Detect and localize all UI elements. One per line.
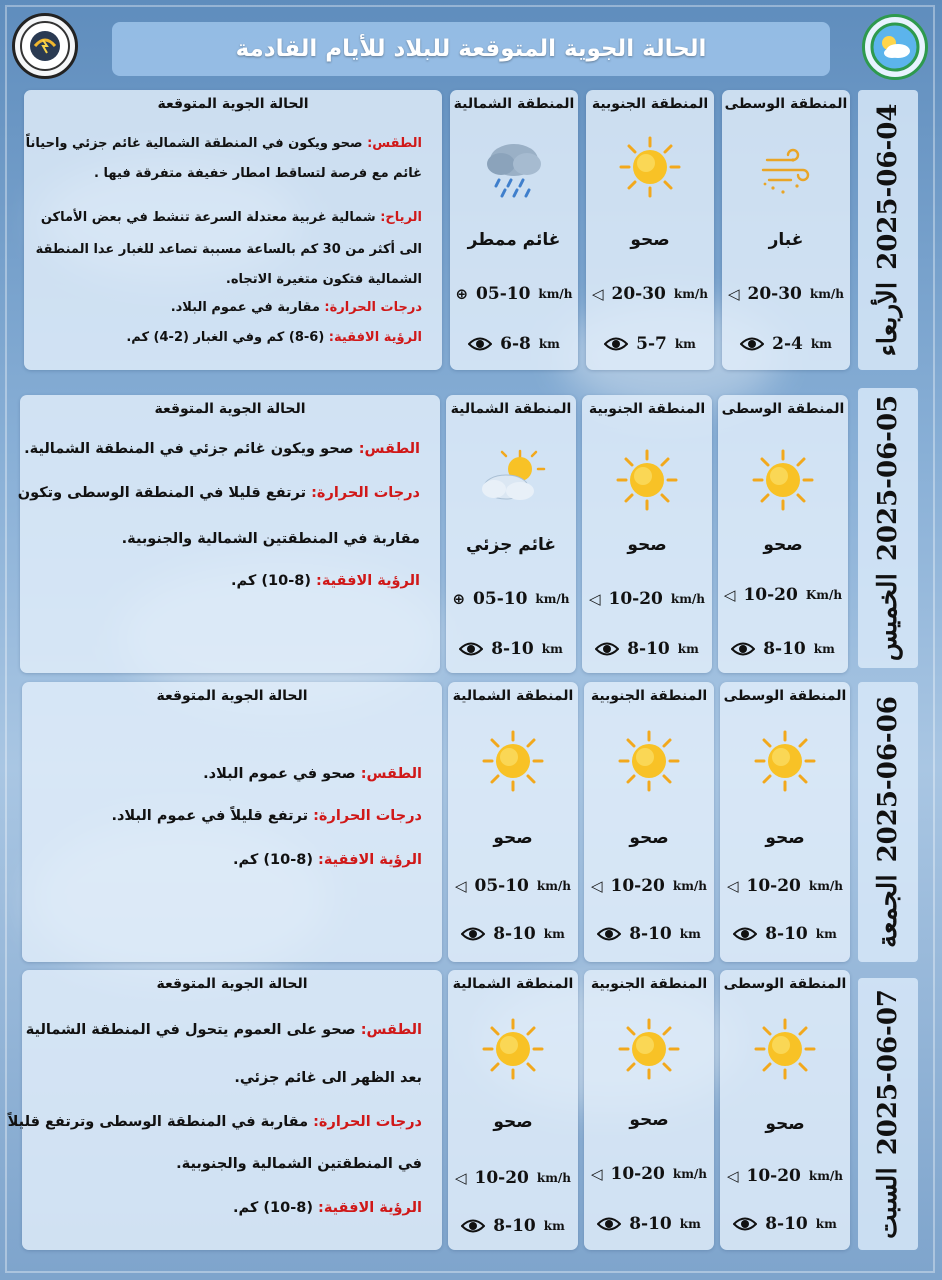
eye-icon — [597, 926, 621, 942]
variable-wind-icon: ⊕ — [455, 285, 469, 303]
forecast-line: الطقس: صحو ويكون غائم جزئي في المنطقة الشمالية. — [24, 441, 420, 457]
wind-direction-icon: ◁ — [726, 1167, 739, 1185]
day-tab — [858, 978, 918, 1250]
visibility-stat: 8-10 km — [584, 1214, 714, 1234]
day-tab — [858, 682, 918, 962]
condition-label: صحو — [630, 230, 670, 250]
day-date: 2025-06-05 — [873, 394, 903, 562]
day-name: السبت — [873, 1167, 903, 1240]
region-name: المنطقة الوسطى — [721, 401, 845, 417]
wind-stat: ◁ 05-10 km/h — [454, 876, 572, 896]
region-name: المنطقة الشمالية — [452, 976, 574, 992]
wind-direction-icon: ◁ — [591, 285, 604, 303]
sun-icon — [752, 728, 818, 794]
region-card-southern — [584, 970, 714, 1250]
day-date: 2025-06-07 — [873, 988, 903, 1156]
forecast-title: الحالة الجوية المتوقعة — [156, 976, 308, 992]
visibility-stat: 5-7 km — [586, 334, 714, 354]
sun-icon — [614, 447, 680, 513]
forecast-line: مقاربة في المنطقتين الشمالية والجنوبية. — [121, 531, 420, 547]
variable-wind-icon: ⊕ — [452, 590, 466, 608]
forecast-card — [22, 682, 442, 962]
eye-icon — [604, 336, 628, 352]
region-card-central — [720, 682, 850, 962]
visibility-stat: 8-10 km — [720, 1214, 850, 1234]
wind-stat: ⊕ 05-10 km/h — [455, 284, 573, 304]
wind-direction-icon: ◁ — [723, 586, 736, 604]
condition-label: غائم جزئي — [465, 535, 557, 555]
partly-cloudy-icon — [474, 447, 548, 513]
visibility-stat: 8-10 km — [582, 639, 712, 659]
visibility-stat: 8-10 km — [584, 924, 714, 944]
eye-icon — [733, 926, 757, 942]
condition-label: غائم ممطر — [467, 230, 561, 250]
wind-direction-icon: ◁ — [590, 877, 603, 895]
wind-stat: ◁ 10-20 km/h — [590, 1164, 708, 1184]
forecast-title: الحالة الجوية المتوقعة — [157, 96, 309, 112]
region-card-central — [722, 90, 850, 370]
region-card-central — [718, 395, 848, 673]
visibility-stat: 8-10 km — [448, 1216, 578, 1236]
visibility-stat: 6-8 km — [450, 334, 578, 354]
day-label — [873, 989, 903, 1239]
condition-label: غبار — [768, 230, 804, 250]
wind-stat: ◁ 10-20 km/h — [588, 589, 706, 609]
forecast-line: الرؤية الافقية: (6-8) كم وفي الغبار (2-4) كم. — [126, 330, 422, 345]
forecast-line: درجات الحرارة: مقاربة في عموم البلاد. — [170, 300, 422, 315]
condition-label: صحو — [493, 828, 533, 848]
region-name: المنطقة الشمالية — [453, 96, 575, 112]
forecast-line: الرؤية الافقية: (8-10) كم. — [233, 852, 422, 868]
region-name: المنطقة الجنوبية — [590, 688, 708, 704]
sun-icon — [752, 1016, 818, 1082]
day-date: 2025-06-04 — [873, 103, 903, 270]
visibility-stat: 8-10 km — [448, 924, 578, 944]
eye-icon — [731, 641, 755, 657]
eye-icon — [595, 641, 619, 657]
visibility-stat: 8-10 km — [718, 639, 848, 659]
region-name: المنطقة الجنوبية — [588, 401, 706, 417]
forecast-title: الحالة الجوية المتوقعة — [154, 401, 306, 417]
day-label — [873, 696, 903, 948]
day-name: الأربعاء — [873, 281, 903, 357]
wind-direction-icon: ◁ — [454, 877, 467, 895]
region-name: المنطقة الوسطى — [723, 688, 847, 704]
day-name: الجمعة — [873, 874, 903, 948]
page-title: الحالة الجوية المتوقعة للبلاد للأيام القادمة — [112, 22, 830, 76]
eye-icon — [740, 336, 764, 352]
day-date: 2025-06-06 — [873, 696, 903, 863]
region-card-northern — [448, 970, 578, 1250]
forecast-card — [17, 395, 440, 673]
region-name: المنطقة الجنوبية — [590, 976, 708, 992]
condition-label: صحو — [493, 1112, 533, 1132]
wind-stat: ⊕ 05-10 km/h — [452, 589, 570, 609]
day-name: الخميس — [873, 573, 903, 662]
sun-icon — [750, 447, 816, 513]
eye-icon — [468, 336, 492, 352]
wind-stat: ◁ 10-20 km/h — [726, 876, 844, 896]
forecast-line: درجات الحرارة: ترتفع قليلاً في عموم البلاد. — [111, 808, 422, 824]
rain-cloud-icon — [479, 136, 549, 202]
forecast-card — [24, 90, 442, 370]
condition-label: صحو — [765, 1114, 805, 1134]
eye-icon — [733, 1216, 757, 1232]
wind-direction-icon: ◁ — [454, 1169, 467, 1187]
region-card-central — [720, 970, 850, 1250]
forecast-line: الطقس: صحو على العموم يتحول في المنطقة الشمالية — [25, 1022, 422, 1038]
region-card-southern — [582, 395, 712, 673]
forecast-line: في المنطقتين الشمالية والجنوبية. — [176, 1156, 422, 1172]
day-tab — [858, 90, 918, 370]
dust-icon — [753, 138, 819, 204]
forecast-line: غائم مع فرصة لتساقط امطار خفيفة متفرقة فيها . — [94, 166, 422, 181]
region-name: المنطقة الشمالية — [450, 401, 572, 417]
forecast-line: الرياح: شمالية غربية معتدلة السرعة تنشط في بعض الأماكن — [40, 210, 422, 225]
forecast-line: الطقس: صحو ويكون في المنطقة الشمالية غائم جزئي واحياناً — [25, 136, 422, 151]
region-card-northern — [446, 395, 576, 673]
visibility-stat: 8-10 km — [720, 924, 850, 944]
weather-service-logo — [862, 14, 928, 80]
sun-icon — [616, 1016, 682, 1082]
forecast-line: الرؤية الافقية: (8-10) كم. — [231, 573, 420, 589]
forecast-line: درجات الحرارة: ترتفع قليلا في المنطقة الوسطى وتكون — [17, 485, 420, 501]
day-label — [873, 395, 903, 661]
eye-icon — [459, 641, 483, 657]
forecast-line: الرؤية الافقية: (8-10) كم. — [233, 1200, 422, 1216]
wind-stat: ◁ 10-20 km/h — [454, 1168, 572, 1188]
condition-label: صحو — [629, 1110, 669, 1130]
forecast-line: الطقس: صحو في عموم البلاد. — [203, 766, 422, 782]
region-card-southern — [586, 90, 714, 370]
eye-icon — [461, 1218, 485, 1234]
wind-stat: ◁ 20-30 km/h — [727, 284, 845, 304]
day-tab — [858, 388, 918, 668]
region-name: المنطقة الجنوبية — [591, 96, 709, 112]
organization-logo — [12, 13, 78, 79]
visibility-stat: 2-4 km — [722, 334, 850, 354]
region-name: المنطقة الوسطى — [723, 976, 847, 992]
region-name: المنطقة الوسطى — [724, 96, 848, 112]
forecast-line: درجات الحرارة: مقاربة في المنطقة الوسطى وترتفع قليلاً — [7, 1114, 422, 1130]
eye-icon — [461, 926, 485, 942]
day-label — [873, 104, 903, 357]
condition-label: صحو — [629, 828, 669, 848]
wind-stat: ◁ 10-20 km/h — [726, 1166, 844, 1186]
forecast-card — [7, 970, 442, 1250]
sun-icon — [480, 728, 546, 794]
condition-label: صحو — [763, 535, 803, 555]
wind-direction-icon: ◁ — [590, 1165, 603, 1183]
eye-icon — [597, 1216, 621, 1232]
region-card-northern — [448, 682, 578, 962]
region-name: المنطقة الشمالية — [452, 688, 574, 704]
visibility-stat: 8-10 km — [446, 639, 576, 659]
sun-icon — [480, 1016, 546, 1082]
wind-direction-icon: ◁ — [588, 590, 601, 608]
wind-direction-icon: ◁ — [727, 285, 740, 303]
sun-icon — [616, 728, 682, 794]
wind-stat: ◁ 20-30 km/h — [591, 284, 709, 304]
wind-stat: ◁ 10-20 Km/h — [723, 585, 843, 605]
wind-direction-icon: ◁ — [726, 877, 739, 895]
forecast-line: الشمالية فتكون متغيرة الاتجاه. — [225, 272, 422, 287]
region-card-northern — [450, 90, 578, 370]
sun-icon — [617, 134, 683, 200]
region-card-southern — [584, 682, 714, 962]
forecast-title: الحالة الجوية المتوقعة — [156, 688, 308, 704]
condition-label: صحو — [765, 828, 805, 848]
forecast-line: الى أكثر من 30 كم بالساعة مسببة تصاعد للغبار عدا المنطقة — [35, 242, 422, 257]
forecast-line: بعد الظهر الى غائم جزئي. — [234, 1070, 422, 1086]
condition-label: صحو — [627, 535, 667, 555]
wind-stat: ◁ 10-20 km/h — [590, 876, 708, 896]
